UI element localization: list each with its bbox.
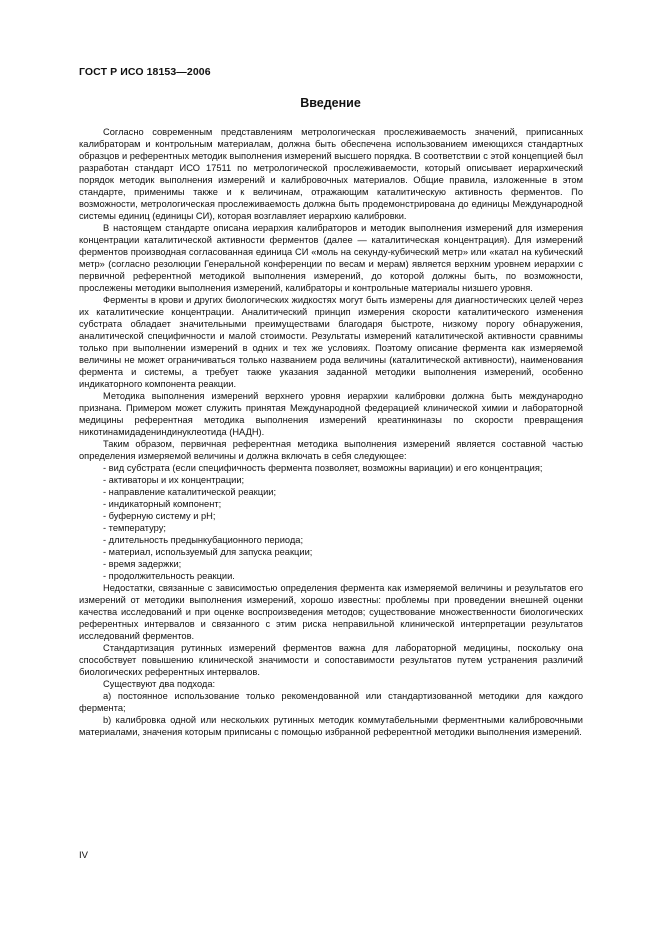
paragraph: Методика выполнения измерений верхнего уровня иерархии калибровки должна быть международно признана. Примером может служить принятая Международной федерацией клинической химии и лабораторной медицины референтная методика выполнения измерений креатинкиназы по скорости превращения никотинамидадениндинуклеотида (НАДН). — [79, 391, 583, 437]
document-header: ГОСТ Р ИСО 18153—2006 — [79, 66, 211, 78]
paragraph: а) постоянное использование только рекомендованной или стандартизованной методики для каждого фермента; — [79, 691, 583, 713]
paragraph: Ферменты в крови и других биологических жидкостях могут быть измерены для диагностических целей через их каталитические концентрации. Аналитический принцип измерения скорости каталитического изменения субстрата обладает значительными преимуществами благодаря быстроте, низкому порогу обнаружения, аналитической специфичности и малой стоимости. Результаты измерений каталитической активности сравнимы только при выполнении измерений в одних и тех же условиях. Поэтому описание фермента как измеряемой величины не может ограничиваться только названием рода величины (каталитической активности), наименования фермента и системы, а требует также указания заданной методики выполнения измерений, особенно индикаторного компонента реакции. — [79, 295, 583, 389]
page-number: IV — [79, 850, 88, 861]
section-title: Введение — [300, 96, 361, 110]
list-item: - буферную систему и pH; — [103, 511, 216, 521]
paragraph: Существуют два подхода: — [103, 679, 216, 689]
list-item: - продолжительность реакции. — [103, 571, 235, 581]
list-item: - вид субстрата (если специфичность фермента позволяет, возможны вариации) и его концентрация; — [103, 463, 543, 473]
list-item: - температуру; — [103, 523, 166, 533]
list-item: - время задержки; — [103, 559, 182, 569]
list-item: - направление каталитической реакции; — [103, 487, 277, 497]
paragraph: Стандартизация рутинных измерений ферментов важна для лабораторной медицины, поскольку она способствует повышению клинической значимости и сопоставимости результатов путем устранения различий биологических референтных интервалов. — [79, 643, 583, 677]
list-item: - длительность предынкубационного периода; — [103, 535, 304, 545]
paragraph: b) калибровка одной или нескольких рутинных методик коммутабельными ферментными калибровочными материалами, значения которым приписаны с помощью избранной референтной методики выполнения измерений. — [79, 715, 583, 737]
list-item: - индикаторный компонент; — [103, 499, 222, 509]
document-body — [79, 126, 583, 738]
list-item: - активаторы и их концентрации; — [103, 475, 245, 485]
paragraph: В настоящем стандарте описана иерархия калибраторов и методик выполнения измерений для измерения концентрации каталитической активности ферментов (далее — каталитическая концентрация). Для измерений ферментов производная согласованная единица СИ «моль на секунду-кубический метр» или «катал на кубический метр» (согласно резолюции Генеральной конференции по весам и мерам) является верхним уровнем иерархии с первичной референтной методикой выполнения измерений, до которой должны быть, по возможности, прослежены методики выполнения измерений, калибраторы и контрольные материалы низшего уровня. — [79, 223, 583, 293]
paragraph: Таким образом, первичная референтная методика выполнения измерений является составной частью определения измеряемой величины и должна включать в себя следующее: — [79, 439, 583, 461]
paragraph: Согласно современным представлениям метрологическая прослеживаемость значений, приписанных калибраторам и контрольным материалам, должна быть обеспечена использованием имеющихся стандартных образцов и референтных методик выполнения измерений высшего порядка. В соответствии с этой концепцией был разработан стандарт ИСО 17511 по метрологической прослеживаемости, который описывает иерархический порядок методик выполнения измерений и калибровочных материалов. Общие правила, изложенные в этом стандарте, применимы также и к величинам, отражающим каталитическую активность ферментов. По возможности, метрологическая прослеживаемость должна быть продемонстрирована до единицы Международной системы единиц (единицы СИ), которая возглавляет иерархию калибровки. — [79, 127, 583, 221]
list-item: - материал, используемый для запуска реакции; — [103, 547, 313, 557]
paragraph: Недостатки, связанные с зависимостью определения фермента как измеряемой величины и результатов его измерений от методики выполнения измерений, хорошо известны: проблемы при проведении внешней оценки качества исследований и при оценке воспроизведения методов; существование множественности биологических референтных интервалов и связанного с этим риска неправильной клинической интерпретации результатов исследований ферментов. — [79, 583, 583, 641]
